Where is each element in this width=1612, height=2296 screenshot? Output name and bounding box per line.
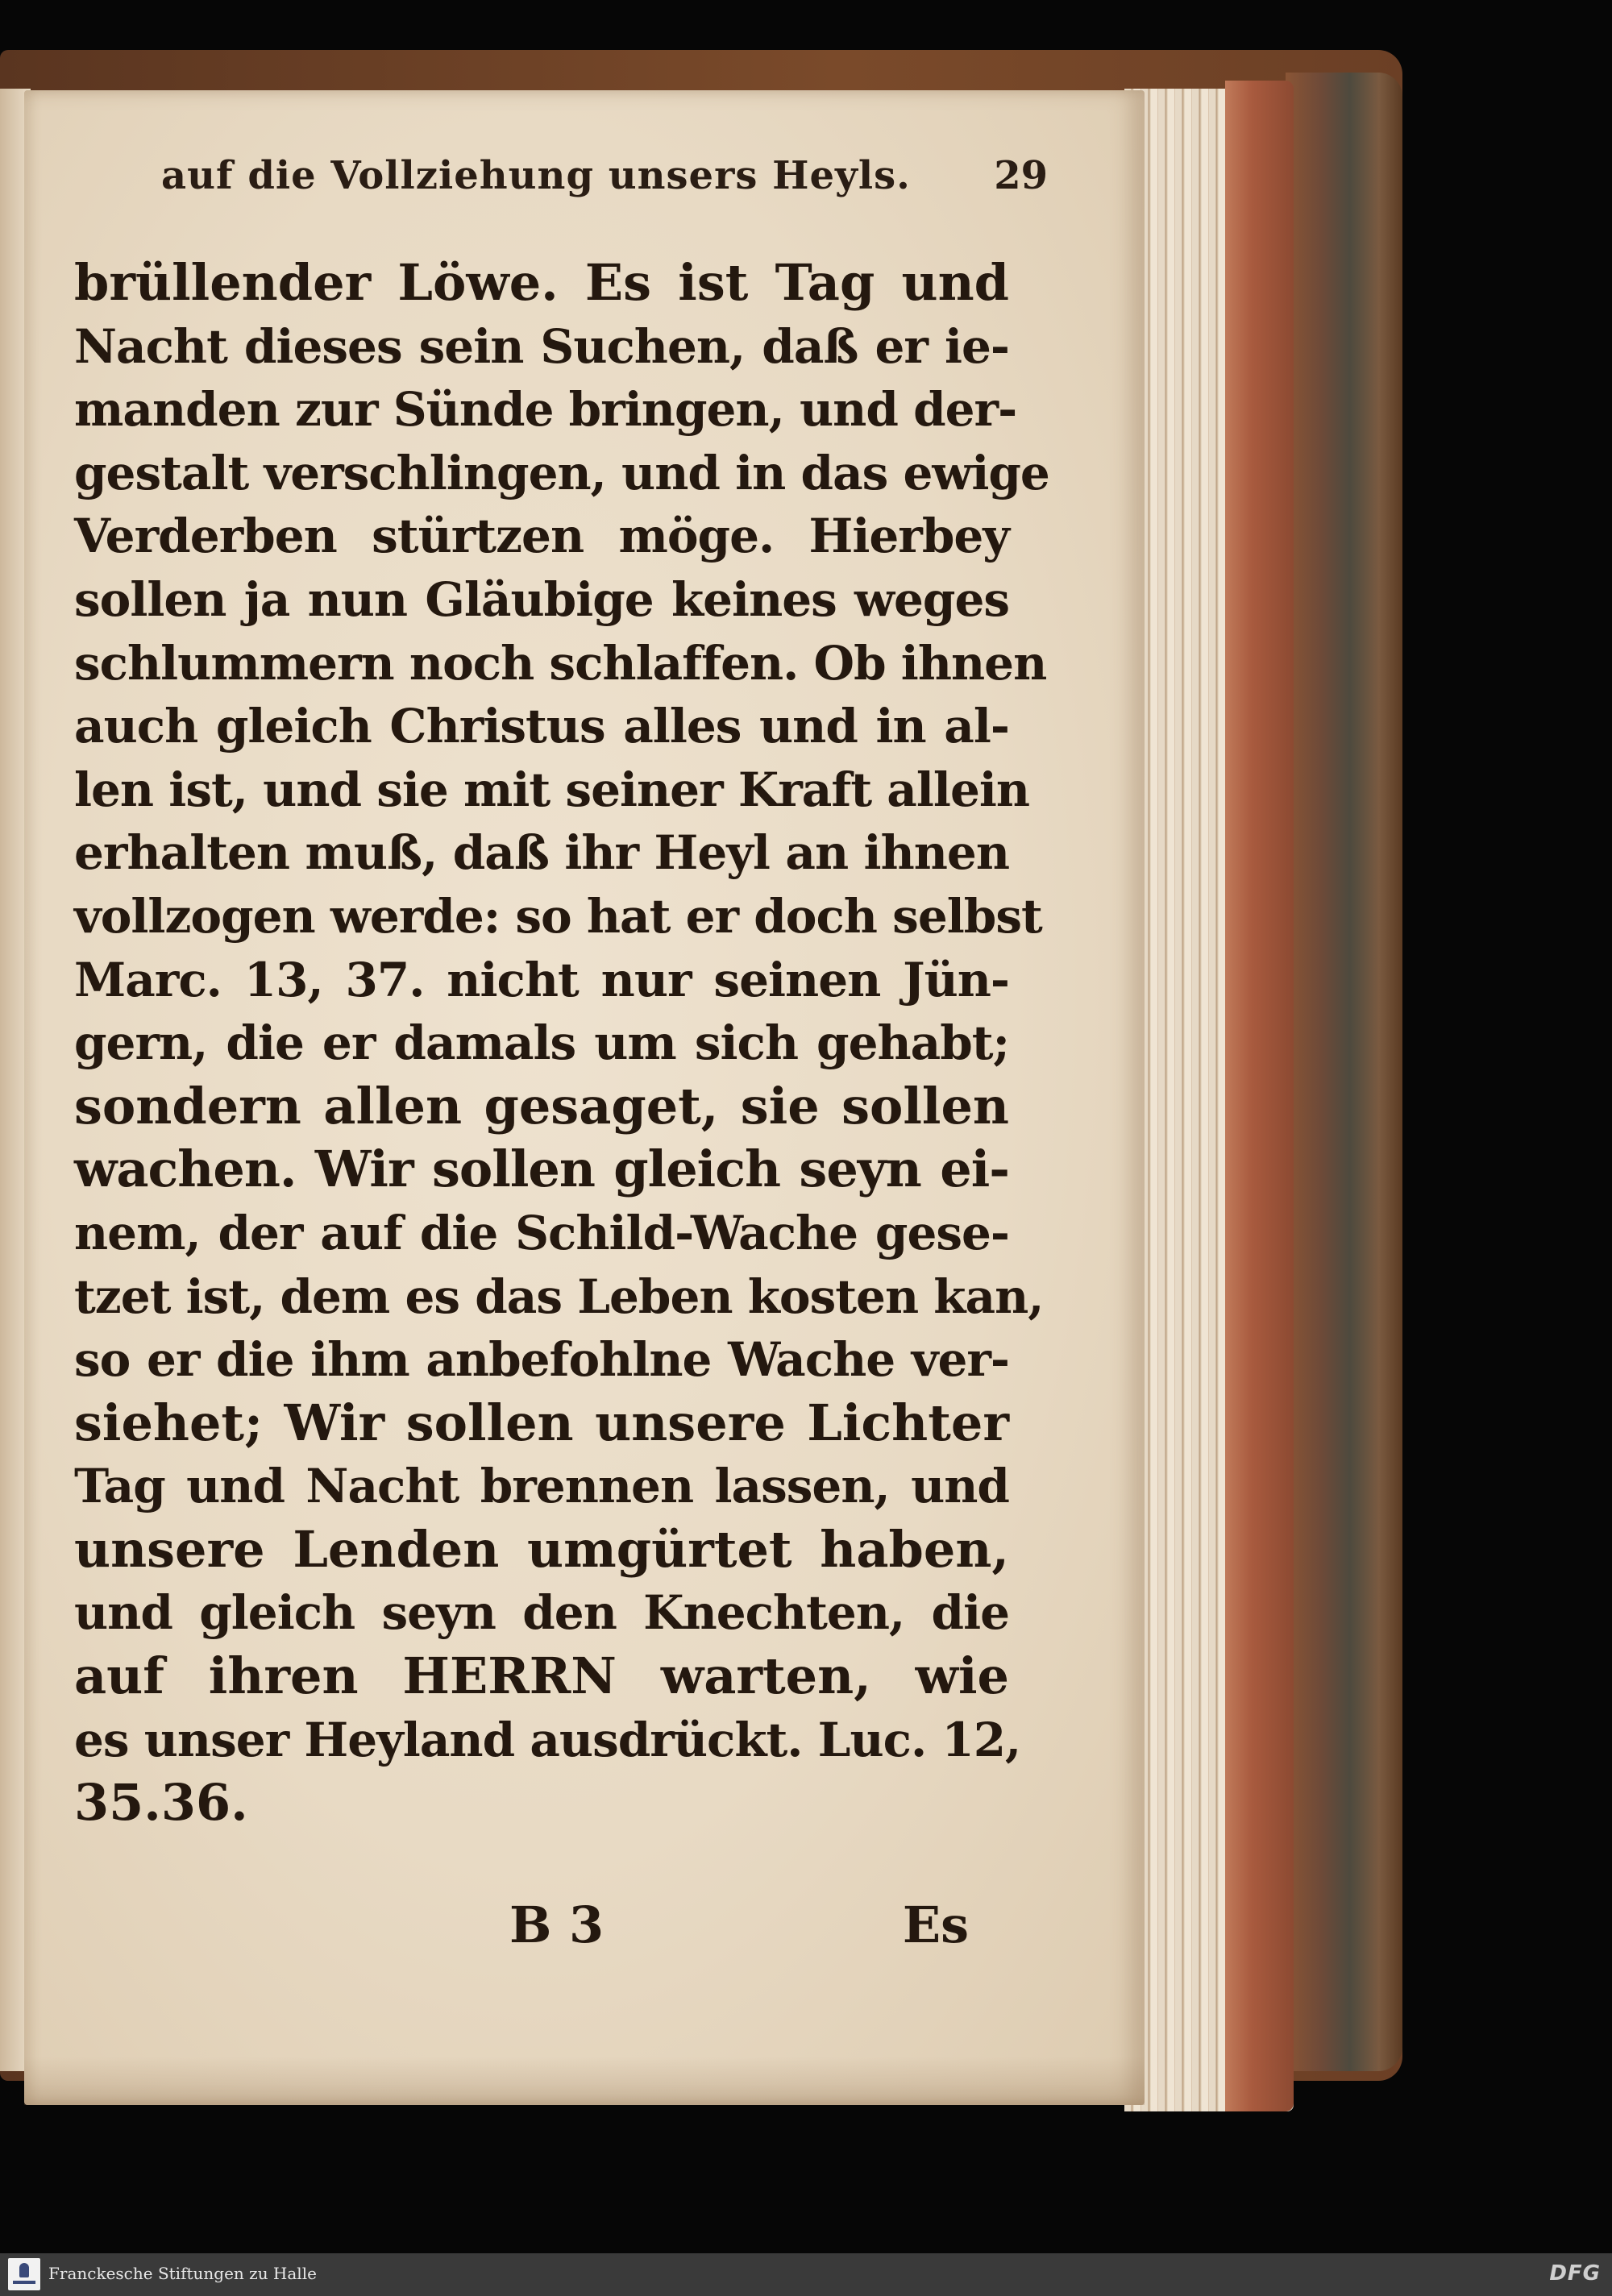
text-line: es unser Heyland ausdrückt. Luc. 12, bbox=[74, 1712, 1021, 1767]
text-line: len ist, und sie mit seiner Kraft allein bbox=[74, 762, 1030, 817]
text-line: unsere Lenden umgürtet haben, bbox=[74, 1519, 1009, 1579]
dfg-logo: DFG bbox=[1549, 2261, 1601, 2286]
book-cover-edge bbox=[1286, 73, 1402, 2071]
catchword: Es bbox=[902, 1895, 969, 1954]
page-shadow bbox=[24, 2057, 1145, 2105]
text-line: sollen ja nun Gläubige keines weges bbox=[74, 571, 1009, 627]
text-line: Marc. 13, 37. nicht nur seinen Jün- bbox=[74, 952, 1009, 1007]
text-line: nem, der auf die Schild-Wache gese- bbox=[74, 1205, 1009, 1260]
text-line: gestalt verschlingen, und in das ewige bbox=[74, 445, 1049, 500]
page-stack-red-edge bbox=[1225, 81, 1294, 2111]
institution-logo-icon bbox=[8, 2258, 40, 2290]
logo-mark bbox=[19, 2263, 29, 2277]
text-line: auch gleich Christus alles und in al- bbox=[74, 699, 1009, 754]
text-line: wachen. Wir sollen gleich seyn ei- bbox=[74, 1140, 1009, 1199]
logo-base bbox=[13, 2281, 35, 2284]
text-line: gern, die er damals um sich gehabt; bbox=[74, 1015, 1009, 1071]
text-line: schlummern noch schlaffen. Ob ihnen bbox=[74, 635, 1047, 691]
text-line: 35.36. bbox=[74, 1773, 248, 1833]
text-line: Verderben stürtzen möge. Hierbey bbox=[74, 509, 1009, 564]
text-line: tzet ist, dem es das Leben kosten kan, bbox=[74, 1268, 1044, 1324]
text-line: vollzogen werde: so hat er doch selbst bbox=[74, 888, 1042, 944]
page-header bbox=[161, 153, 1048, 210]
text-line: so er die ihm anbefohlne Wache ver- bbox=[74, 1332, 1009, 1388]
book-page bbox=[24, 90, 1145, 2105]
text-line: Nacht dieses sein Suchen, daß er ie- bbox=[74, 318, 1009, 374]
text-line: siehet; Wir sollen unsere Lichter bbox=[74, 1393, 1009, 1452]
text-line: manden zur Sünde bringen, und der- bbox=[74, 382, 1017, 438]
text-line: Tag und Nacht brennen lassen, und bbox=[74, 1459, 1009, 1514]
text-line: auf ihren HERRN warten, wie bbox=[74, 1646, 1009, 1706]
text-line: und gleich seyn den Knechten, die bbox=[74, 1585, 1009, 1641]
page-number: 29 bbox=[994, 153, 1048, 198]
body-text bbox=[74, 251, 1049, 1835]
institution-name: Franckesche Stiftungen zu Halle bbox=[48, 2264, 317, 2283]
text-line: erhalten muß, daß ihr Heyl an ihnen bbox=[74, 825, 1009, 881]
viewer-footer-bar bbox=[0, 2253, 1612, 2296]
running-title: auf die Vollziehung unsers Heyls. bbox=[161, 153, 911, 198]
page-footer bbox=[74, 1895, 969, 1968]
text-line: sondern allen gesaget, sie sollen bbox=[74, 1076, 1009, 1136]
text-line: brüllender Löwe. Es ist Tag und bbox=[74, 253, 1009, 312]
signature-mark: B 3 bbox=[509, 1895, 604, 1954]
